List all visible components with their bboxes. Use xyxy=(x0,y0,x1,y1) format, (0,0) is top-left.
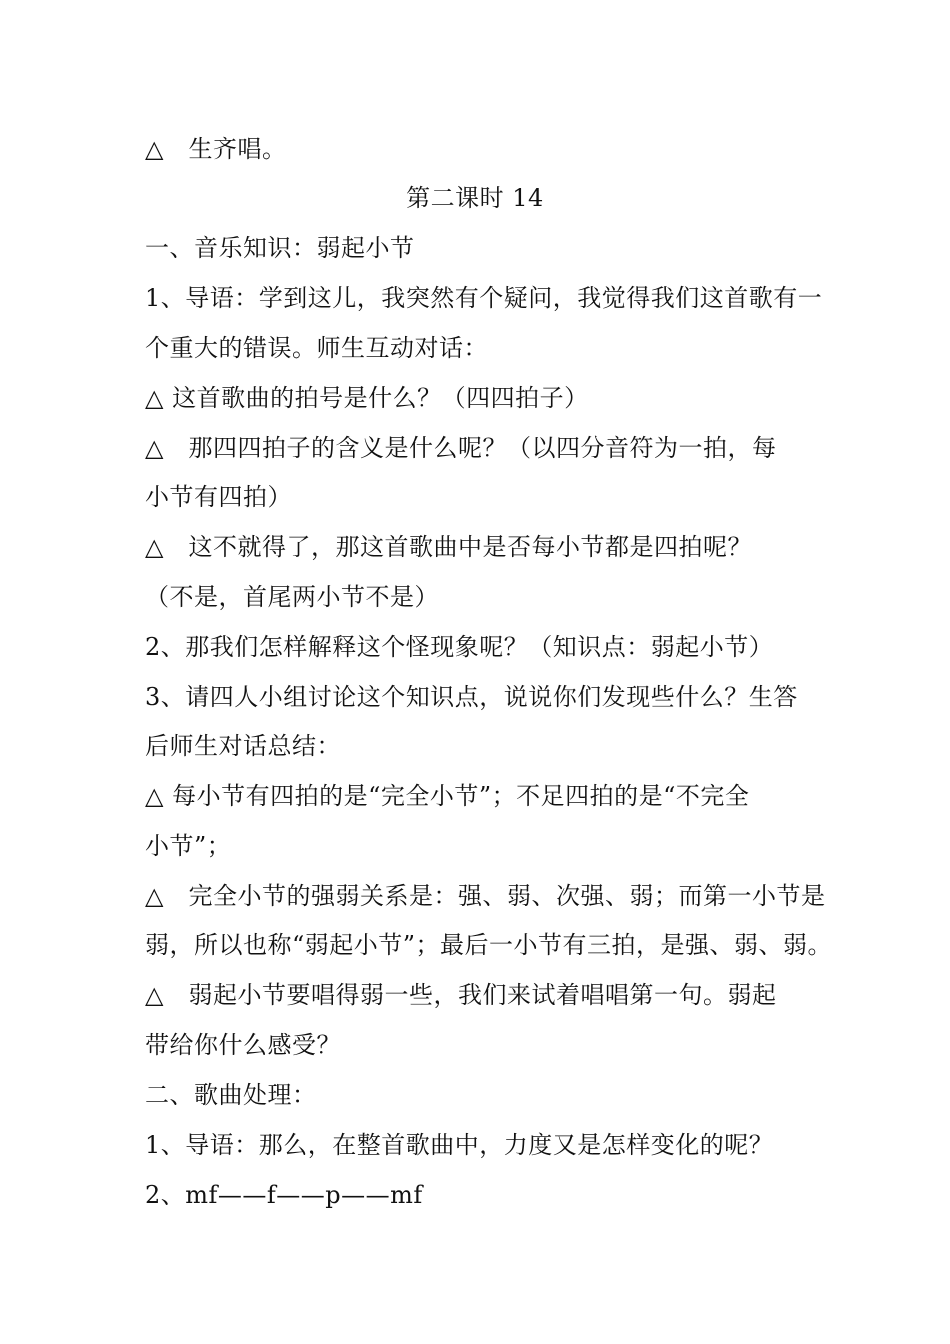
text-line: △ 完全小节的强弱关系是：强、弱、次强、弱；而第一小节是 xyxy=(145,882,826,910)
text-line: 小节”； xyxy=(145,832,232,860)
text-line: （不是，首尾两小节不是） xyxy=(145,583,439,611)
text-line: 个重大的错误。师生互动对话： xyxy=(145,334,488,362)
text-line: △ 生齐唱。 xyxy=(145,135,287,163)
text-line: 3、请四人小组讨论这个知识点，说说你们发现些什么？生答 xyxy=(145,683,798,711)
text-line: 二、歌曲处理： xyxy=(145,1081,317,1109)
text-line: △ 每小节有四拍的是“完全小节”；不足四拍的是“不完全 xyxy=(145,782,750,810)
text-line: △ 这首歌曲的拍号是什么？（四四拍子） xyxy=(145,384,589,412)
text-line: 1、导语：那么，在整首歌曲中，力度又是怎样变化的呢？ xyxy=(145,1131,774,1159)
text-line: 带给你什么感受？ xyxy=(145,1031,341,1059)
text-line: △ 那四四拍子的含义是什么呢？（以四分音符为一拍，每 xyxy=(145,434,777,462)
text-line: 后师生对话总结： xyxy=(145,732,341,760)
text-line: △ 这不就得了，那这首歌曲中是否每小节都是四拍呢？ xyxy=(145,533,752,561)
text-line: 小节有四拍） xyxy=(145,483,292,511)
text-line: 2、那我们怎样解释这个怪现象呢？（知识点：弱起小节） xyxy=(145,633,774,661)
text-line: △ 弱起小节要唱得弱一些，我们来试着唱唱第一句。弱起 xyxy=(145,981,777,1009)
text-line: 弱，所以也称“弱起小节”；最后一小节有三拍，是强、弱、弱。 xyxy=(145,931,833,959)
text-line: 2、mf——f——p——mf xyxy=(145,1181,423,1209)
text-line: 一、音乐知识：弱起小节 xyxy=(145,234,415,262)
text-line: 1、导语：学到这儿，我突然有个疑问，我觉得我们这首歌有一 xyxy=(145,284,823,312)
section-heading: 第二课时 14 xyxy=(406,184,544,212)
